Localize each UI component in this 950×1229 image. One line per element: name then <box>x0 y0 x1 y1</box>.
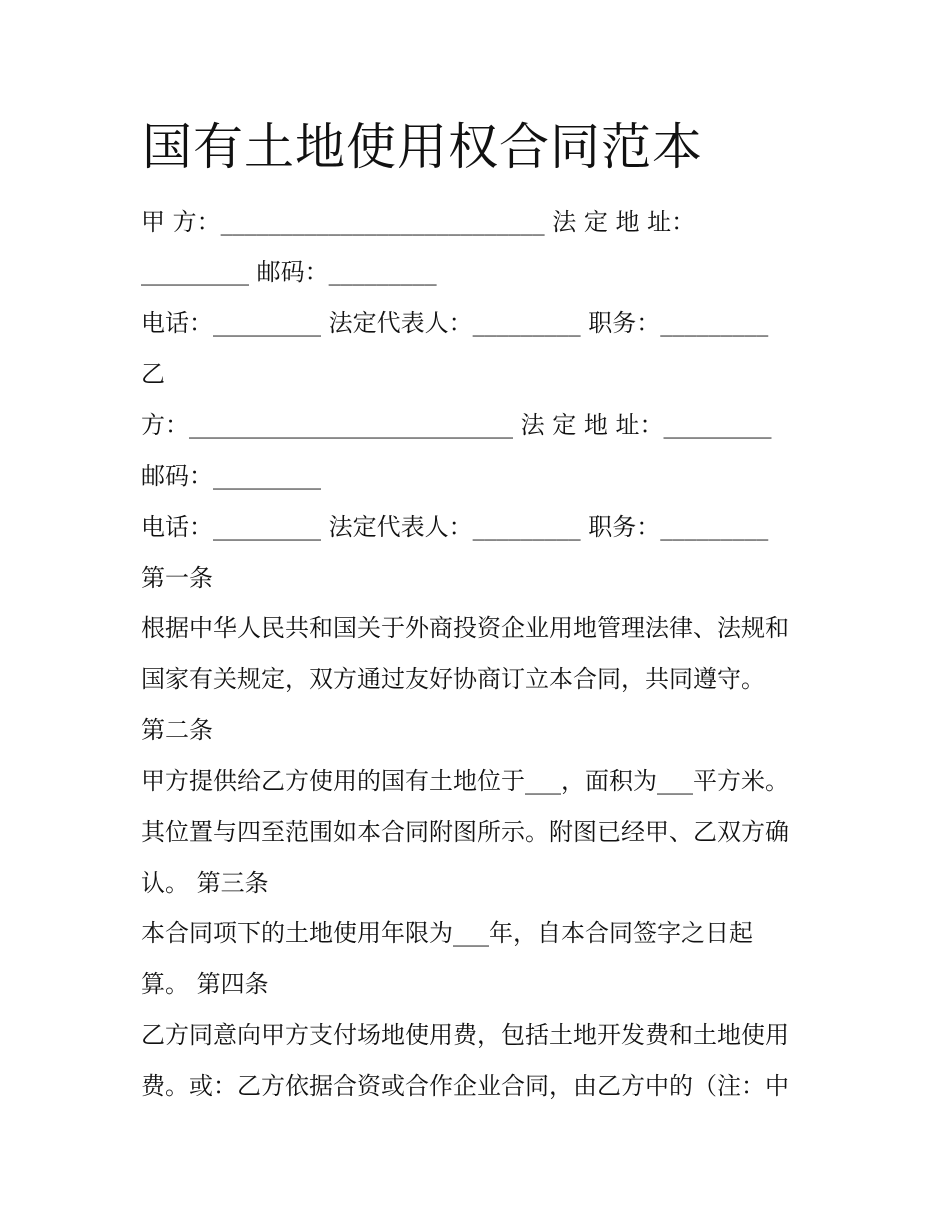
document-title: 国有土地使用权合同范本 <box>142 118 703 176</box>
article-3-end-article-4-heading: 算。 第四条 <box>141 970 269 998</box>
article-1-text-line: 国家有关规定，双方通过友好协商订立本合同，共同遵守。 <box>141 665 765 693</box>
article-1-heading: 第一条 <box>141 564 213 592</box>
party-a-address-postcode-line: _________ 邮码：_________ <box>141 258 437 286</box>
party-b-name-line: 方：___________________________ 法 定 地 址：_________ <box>141 411 772 439</box>
article-1-text-line: 根据中华人民共和国关于外商投资企业用地管理法律、法规和 <box>141 614 789 642</box>
party-a-name-line: 甲 方：___________________________ 法 定 地 址： <box>141 208 696 236</box>
article-4-text-line: 乙方同意向甲方支付场地使用费，包括土地开发费和土地使用 <box>141 1021 789 1049</box>
article-2-text-line: 其位置与四至范围如本合同附图所示。附图已经甲、乙双方确 <box>141 818 789 846</box>
party-b-postcode-line: 邮码：_________ <box>141 462 321 490</box>
party-b-contact-line: 电话：_________ 法定代表人：_________ 职务：_________ <box>141 513 769 541</box>
party-b-label-line: 乙 <box>141 360 165 388</box>
article-3-text-line: 本合同项下的土地使用年限为___年，自本合同签字之日起 <box>141 919 753 947</box>
article-2-heading: 第二条 <box>141 716 213 744</box>
party-a-contact-line: 电话：_________ 法定代表人：_________ 职务：_________ <box>141 309 769 337</box>
article-2-text-line: 甲方提供给乙方使用的国有土地位于___，面积为___平方米。 <box>141 767 789 795</box>
article-4-text-line: 费。或：乙方依据合资或合作企业合同，由乙方中的（注：中 <box>141 1072 789 1100</box>
article-2-end-article-3-heading: 认。 第三条 <box>141 869 269 897</box>
